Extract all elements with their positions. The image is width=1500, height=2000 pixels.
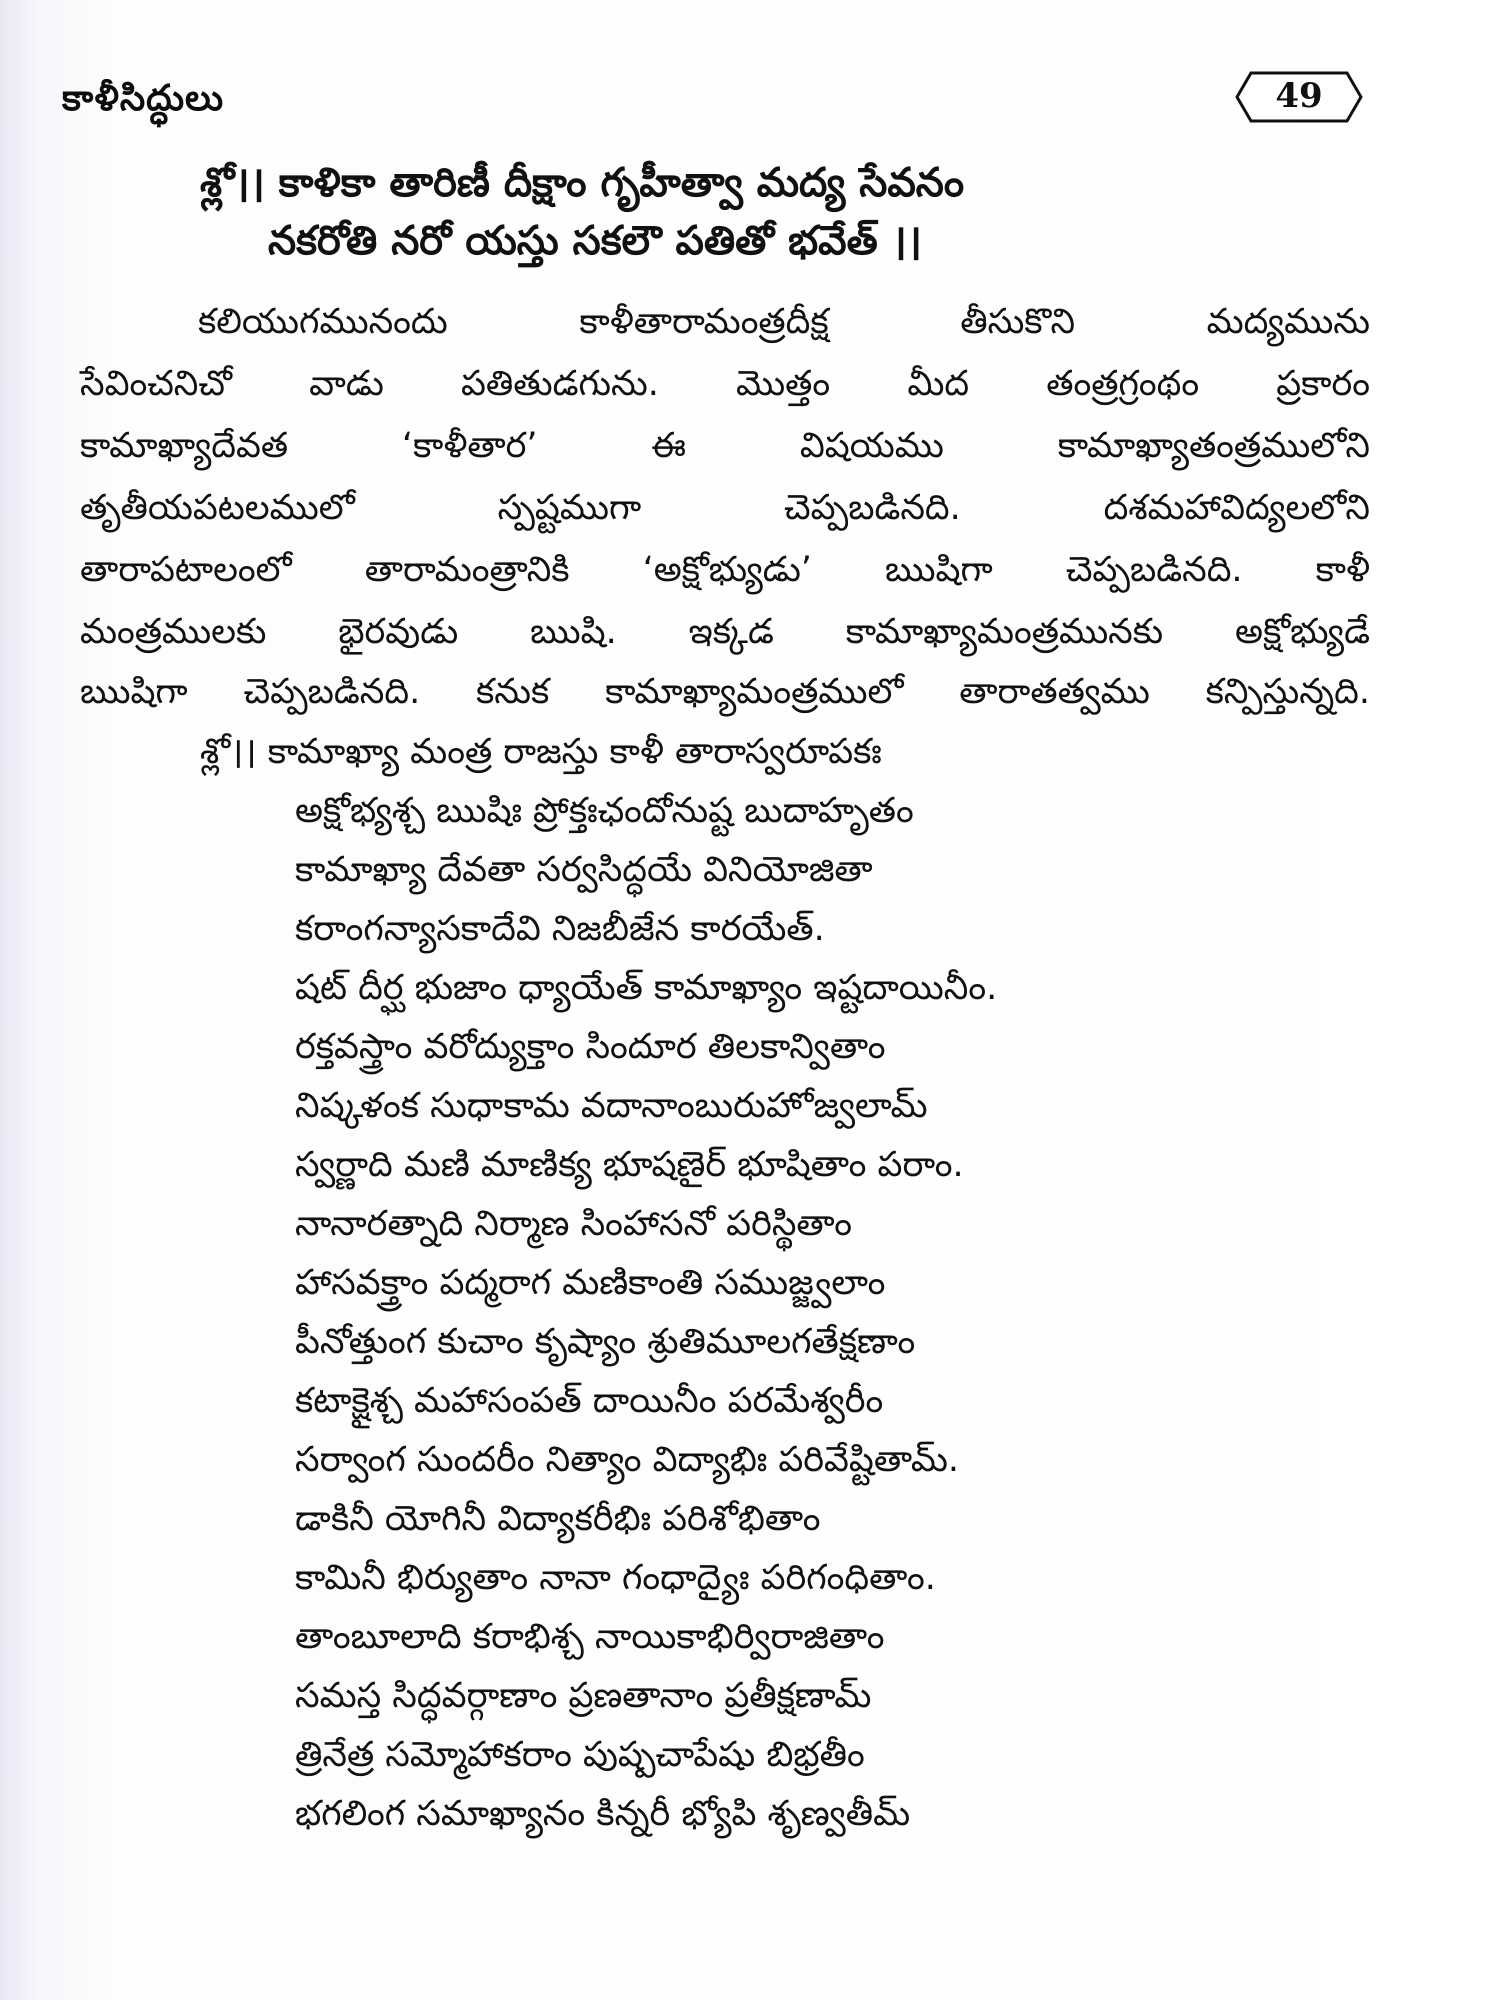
commentary-line: సేవించనిచో వాడు పతితుడగును. మొత్తం మీద తంత్రగ్రంథం ప్రకారం — [80, 364, 1370, 404]
commentary-line: ఋషిగా చెప్పబడినది. కనుక కామాఖ్యామంత్రములో తారాతత్వము కన్పిస్తున్నది. — [80, 672, 1370, 712]
verse-line: కామినీ భిర్యుతాం నానా గంధాద్యైః పరిగంధితాం. — [295, 1558, 936, 1598]
verse-line: నానారత్నాది నిర్మాణ సింహాసనో పరిస్థితాం — [295, 1204, 853, 1244]
commentary-line: తారాపటాలంలో తారామంత్రానికి ‘అక్షోభ్యుడు’ ఋషిగా చెప్పబడినది. కాళీ — [80, 550, 1370, 590]
sloka-heading-line: శ్లో।। కామాఖ్యా మంత్ర రాజస్తు కాళీ తారాస్వరూపకః — [200, 732, 882, 772]
commentary-line: తృతీయపటలములో స్పష్టముగా చెప్పబడినది. దశమహావిద్యలలోని — [80, 488, 1370, 528]
verse-line: కటాక్షైశ్చ మహాసంపత్ దాయినీం పరమేశ్వరీం — [295, 1381, 884, 1421]
page-number-badge — [1235, 70, 1363, 124]
verse-line: నిష్కళంక సుధాకామ వదానాంబురుహోజ్వలామ్ — [295, 1086, 928, 1126]
running-head-title: కాళీసిద్ధులు — [62, 78, 225, 119]
verse-line: స్వర్ణాది మణి మాణిక్య భూషణైర్ భూషితాం పరాం. — [295, 1145, 964, 1185]
verse-line: సర్వాంగ సుందరీం నిత్యాం విద్యాభిః పరివేష్టితామ్. — [295, 1440, 960, 1480]
verse-line: పీనోత్తుంగ కుచాం కృష్యాం శ్రుతిమూలగతేక్షణాం — [295, 1322, 916, 1362]
sloka-line: శ్లో।। కాళికా తారిణీ దీక్షాం గృహీత్వా మద్య సేవనం — [200, 160, 965, 206]
verse-line: హాసవక్త్రాం పద్మరాగ మణికాంతి సముజ్జ్వలాం — [295, 1263, 886, 1303]
verse-line: అక్షోభ్యశ్చ ఋషిః ప్రోక్తఃఛందోనుష్ట బుదాహృతం — [295, 791, 914, 831]
verse-line: డాకినీ యోగినీ విద్యాకరీభిః పరిశోభితాం — [295, 1499, 821, 1539]
page-number: 49 — [1275, 76, 1323, 116]
verse-line: సమస్త సిద్ధవర్గాణాం ప్రణతానాం ప్రతీక్షణామ్ — [295, 1676, 872, 1716]
verse-line: త్రినేత్ర సమ్మోహాకరాం పుష్పచాపేషు బిభ్రతీం — [295, 1735, 865, 1775]
verse-line: షట్ దీర్ఘ భుజాం ధ్యాయేత్ కామాఖ్యాం ఇష్టదాయినీం. — [295, 968, 998, 1008]
verse-line: కరాంగన్యాసకాదేవి నిజబీజేన కారయేత్. — [295, 909, 825, 949]
verse-line: భగలింగ సమాఖ్యానం కిన్నరీ భ్యోపి శృణ్వతీమ్ — [295, 1794, 911, 1834]
verse-line: తాంబూలాది కరాభిశ్చ నాయికాభిర్విరాజితాం — [295, 1617, 885, 1657]
sloka-line: నకరోతి నరో యస్తు సకలౌ పతితో భవేత్ ।। — [268, 218, 922, 264]
verse-line: కామాఖ్యా దేవతా సర్వసిద్ధయే వినియోజితా — [295, 850, 873, 890]
verse-line: రక్తవస్త్రాం వరోద్యుక్తాం సిందూర తిలకాన్వితాం — [295, 1027, 886, 1067]
commentary-line: కలియుగమునందు కాళీతారామంత్రదీక్ష తీసుకొని మద్యమును — [198, 302, 1370, 342]
commentary-line: మంత్రములకు భైరవుడు ఋషి. ఇక్కడ కామాఖ్యామంత్రమునకు అక్షోభ్యుడే — [80, 612, 1370, 652]
commentary-line: కామాఖ్యాదేవత ‘కాళీతార’ ఈ విషయము కామాఖ్యాతంత్రములోని — [80, 426, 1370, 466]
